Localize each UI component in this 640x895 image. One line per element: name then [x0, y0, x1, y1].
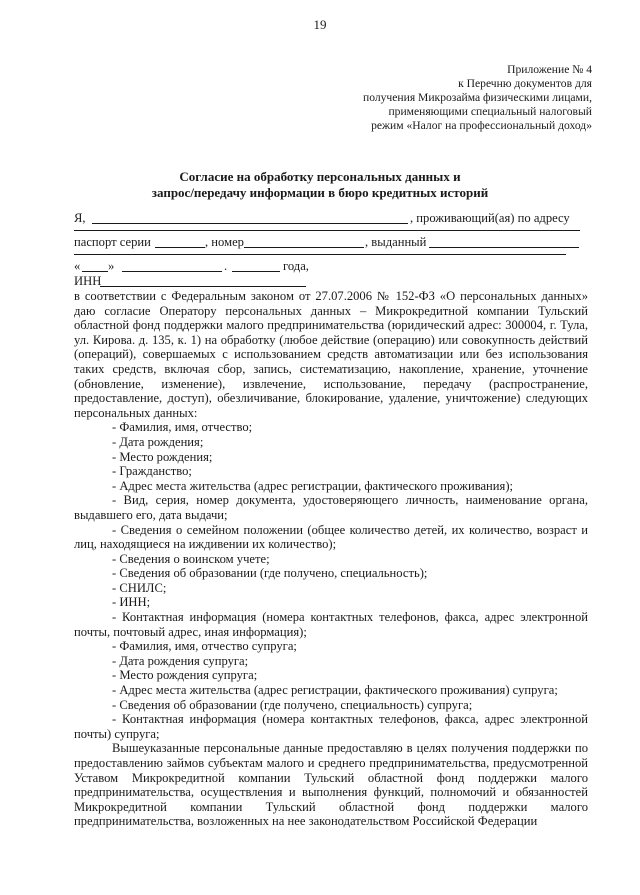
issue-day-field[interactable] — [82, 259, 108, 272]
list-item: - Дата рождения; — [112, 434, 204, 449]
list-item: - Фамилия, имя, отчество супруга; — [112, 639, 297, 654]
list-item: - Адрес места жительства (адрес регистрации, фактического проживания); — [112, 478, 514, 493]
list-item: - СНИЛС; — [112, 580, 167, 595]
issue-month-field[interactable] — [122, 259, 222, 272]
consent-body — [74, 211, 588, 829]
list-item: - ИНН; — [112, 595, 151, 610]
list-item: - Место рождения; — [112, 449, 213, 464]
list-item: - Сведения о семейном положении (общее количество детей, их количество, возраст и лиц, находящиеся на иждивении их количество); — [74, 522, 588, 552]
list-item: - Сведения о воинском учете; — [112, 551, 270, 566]
consent-purpose-paragraph: Вышеуказанные персональные данные предоставляю в целях получения поддержки по предоставлению займов субъектам малого и среднего предпринимательства, предусмотренной Уставом Микрокредитной компании Тульский областной фонд поддержки малого предпринимательства, осуществления и выполнения функций, полномочий и обязанностей Микрокредитной компании Тульский областной фонд поддержки малого предпринимательства, возложенных на нее законодательством Российской Федерации — [74, 741, 588, 829]
document-title — [0, 169, 640, 201]
passport-number-field[interactable] — [244, 235, 364, 248]
inn-label: ИНН — [74, 274, 102, 288]
list-item: - Контактная информация (номера контактных телефонов, факса, адрес электронной почты) супруга; — [74, 712, 588, 741]
list-item: - Сведения об образовании (где получено, специальность) супруга; — [112, 697, 473, 712]
date-open-quote: « — [74, 259, 81, 273]
inn-line — [74, 274, 588, 289]
full-name-field[interactable] — [92, 211, 408, 224]
date-dot: . — [224, 259, 228, 273]
residing-label: , проживающий(ая) по адресу — [410, 211, 570, 225]
list-item: - Дата рождения супруга; — [112, 653, 249, 668]
list-item: - Фамилия, имя, отчество; — [112, 420, 253, 435]
title-line-2: запрос/передачу информации в бюро кредитных историй — [151, 185, 489, 200]
issue-date-line — [74, 259, 588, 274]
issued-by-field[interactable] — [429, 235, 579, 248]
appendix-heading — [363, 63, 592, 133]
inn-field[interactable] — [100, 274, 306, 287]
appendix-line: к Перечню документов для — [458, 77, 592, 90]
appendix-line: получения Микрозайма физическими лицами, — [363, 91, 592, 104]
appendix-line: режим «Налог на профессиональный доход» — [371, 119, 592, 132]
passport-number-label: , номер — [205, 235, 244, 249]
list-item: - Вид, серия, номер документа, удостоверяющего личность, наименование органа, выдавшего его, дата выдачи; — [74, 493, 588, 522]
passport-series-label: паспорт серии — [74, 235, 151, 249]
appendix-line: применяющими специальный налоговый — [388, 105, 592, 118]
list-item: - Контактная информация (номера контактных телефонов, факса, адрес электронной почты, почтовый адрес, иная информация); — [74, 610, 588, 639]
personal-data-list — [74, 420, 588, 741]
list-item: - Сведения об образовании (где получено, специальность); — [112, 566, 428, 581]
list-item: - Гражданство; — [112, 464, 192, 479]
year-label: года, — [283, 259, 309, 273]
list-item: - Место рождения супруга; — [112, 668, 258, 683]
consent-intro-paragraph: в соответствии с Федеральным законом от 27.07.2006 № 152-ФЗ «О персональных данных» даю согласие Оператору персональных данных – Микрокредитной компании Тульский областной фонд поддержки малого предпринимательства (юридический адрес: 300004, г. Тула, ул. Кирова. д. 135, к. 1) на обработку (любое действие (операцию) или совокупность действий (операций), совершаемых с использованием средств автоматизации или без использования таких средств, включая сбор, запись, систематизацию, накопление, хранение, уточнение (обновление, изменение), извлечение, использование, передачу (распространение, предоставление, доступ), обезличивание, блокирование, удаление, уничтожение) следующих персональных данных: — [74, 289, 588, 420]
list-item: - Адрес места жительства (адрес регистрации, фактического проживания) супруга; — [112, 683, 558, 698]
issue-year-field[interactable] — [232, 259, 280, 272]
appendix-line: Приложение № 4 — [507, 63, 592, 76]
ya-label: Я, — [74, 211, 86, 225]
issued-by-label: , выданный — [365, 235, 427, 249]
title-line-1: Согласие на обработку персональных данных и — [179, 169, 461, 184]
page-number: 19 — [313, 17, 327, 32]
passport-series-field[interactable] — [155, 235, 205, 248]
passport-line — [74, 235, 588, 250]
date-close-quote: » — [108, 259, 115, 273]
name-line — [74, 211, 588, 226]
